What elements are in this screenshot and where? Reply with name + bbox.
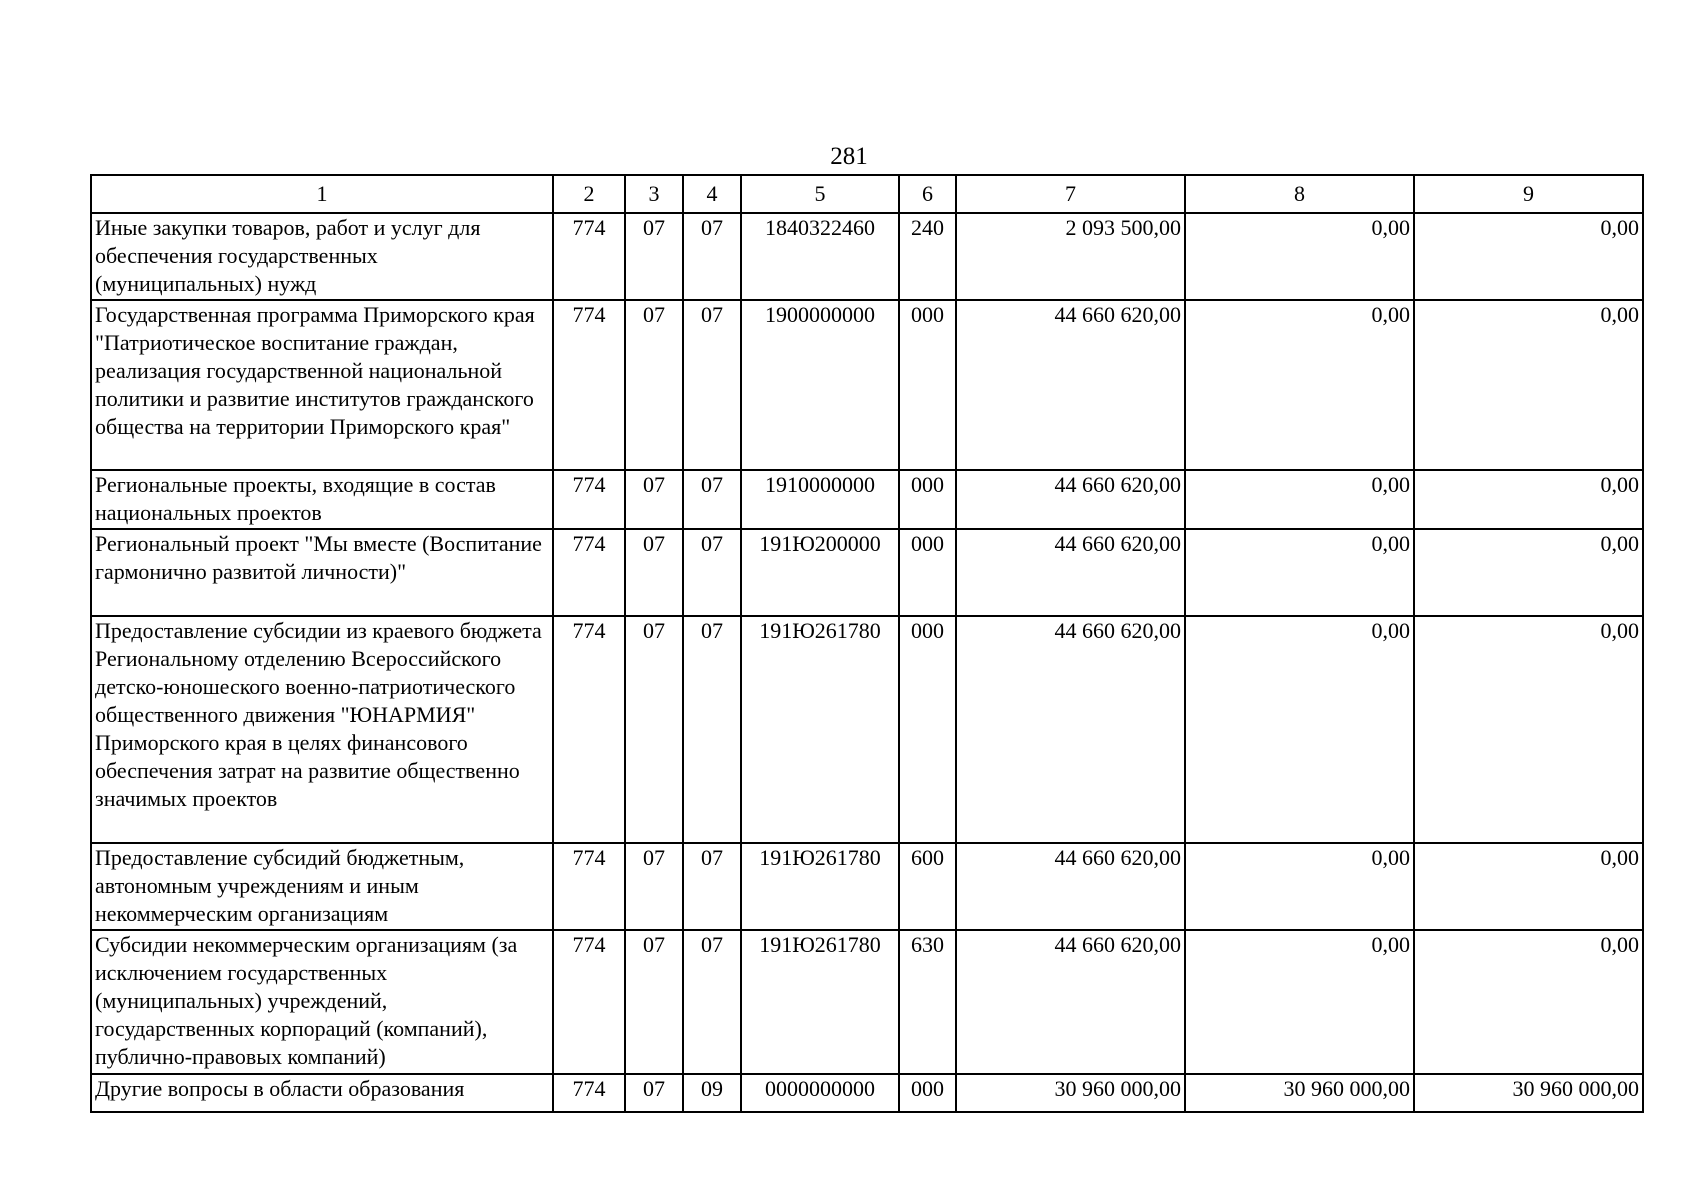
column-header: 7 — [956, 175, 1185, 213]
target-article-code: 1900000000 — [741, 300, 899, 470]
amount-col7: 2 093 500,00 — [956, 213, 1185, 300]
amount-col8: 0,00 — [1185, 616, 1414, 843]
amount-col7: 44 660 620,00 — [956, 529, 1185, 616]
row-name: Другие вопросы в области образования — [91, 1074, 553, 1112]
amount-col9: 0,00 — [1414, 300, 1643, 470]
target-article-code: 191Ю200000 — [741, 529, 899, 616]
subsection-code: 07 — [683, 930, 741, 1074]
table-row — [91, 616, 1643, 843]
ministry-code: 774 — [553, 616, 625, 843]
subsection-code: 07 — [683, 843, 741, 930]
table-row — [91, 1074, 1643, 1112]
page-number: 281 — [830, 143, 868, 170]
section-code: 07 — [625, 213, 683, 300]
column-header: 3 — [625, 175, 683, 213]
column-header: 5 — [741, 175, 899, 213]
amount-col9: 0,00 — [1414, 930, 1643, 1074]
column-header: 6 — [899, 175, 956, 213]
amount-col8: 0,00 — [1185, 470, 1414, 529]
column-header: 8 — [1185, 175, 1414, 213]
amount-col7: 44 660 620,00 — [956, 616, 1185, 843]
column-header: 9 — [1414, 175, 1643, 213]
row-name: Региональные проекты, входящие в состав национальных проектов — [91, 470, 553, 529]
table-row — [91, 843, 1643, 930]
section-code: 07 — [625, 930, 683, 1074]
row-name: Региональный проект "Мы вместе (Воспитание гармонично развитой личности)" — [91, 529, 553, 616]
target-article-code: 191Ю261780 — [741, 616, 899, 843]
amount-col7: 30 960 000,00 — [956, 1074, 1185, 1112]
expense-type-code: 000 — [899, 300, 956, 470]
table-row — [91, 213, 1643, 300]
section-code: 07 — [625, 843, 683, 930]
ministry-code: 774 — [553, 930, 625, 1074]
target-article-code: 1840322460 — [741, 213, 899, 300]
column-number-row — [91, 175, 1643, 213]
amount-col7: 44 660 620,00 — [956, 930, 1185, 1074]
subsection-code: 07 — [683, 213, 741, 300]
expense-type-code: 000 — [899, 616, 956, 843]
column-header: 4 — [683, 175, 741, 213]
row-name: Предоставление субсидии из краевого бюджета Региональному отделению Всероссийского детско-юношеского военно-патриотического общественного движения "ЮНАРМИЯ" Приморского края в целях финансового обеспечения затрат на развитие общественно значимых проектов — [91, 616, 553, 843]
amount-col9: 0,00 — [1414, 529, 1643, 616]
section-code: 07 — [625, 616, 683, 843]
row-name: Иные закупки товаров, работ и услуг для обеспечения государственных (муниципальных) нужд — [91, 213, 553, 300]
subsection-code: 07 — [683, 300, 741, 470]
expense-type-code: 600 — [899, 843, 956, 930]
section-code: 07 — [625, 300, 683, 470]
amount-col7: 44 660 620,00 — [956, 300, 1185, 470]
amount-col9: 0,00 — [1414, 213, 1643, 300]
section-code: 07 — [625, 529, 683, 616]
ministry-code: 774 — [553, 470, 625, 529]
amount-col9: 0,00 — [1414, 470, 1643, 529]
section-code: 07 — [625, 470, 683, 529]
expense-type-code: 000 — [899, 1074, 956, 1112]
ministry-code: 774 — [553, 300, 625, 470]
amount-col7: 44 660 620,00 — [956, 843, 1185, 930]
target-article-code: 191Ю261780 — [741, 930, 899, 1074]
ministry-code: 774 — [553, 843, 625, 930]
target-article-code: 191Ю261780 — [741, 843, 899, 930]
table-row — [91, 300, 1643, 470]
ministry-code: 774 — [553, 1074, 625, 1112]
table-row — [91, 529, 1643, 616]
amount-col8: 30 960 000,00 — [1185, 1074, 1414, 1112]
subsection-code: 07 — [683, 616, 741, 843]
expense-type-code: 000 — [899, 470, 956, 529]
section-code: 07 — [625, 1074, 683, 1112]
row-name: Предоставление субсидий бюджетным, автономным учреждениям и иным некоммерческим организациям — [91, 843, 553, 930]
subsection-code: 09 — [683, 1074, 741, 1112]
subsection-code: 07 — [683, 529, 741, 616]
column-header: 1 — [91, 175, 553, 213]
amount-col8: 0,00 — [1185, 529, 1414, 616]
target-article-code: 0000000000 — [741, 1074, 899, 1112]
ministry-code: 774 — [553, 213, 625, 300]
expense-type-code: 630 — [899, 930, 956, 1074]
amount-col7: 44 660 620,00 — [956, 470, 1185, 529]
amount-col9: 0,00 — [1414, 616, 1643, 843]
amount-col9: 30 960 000,00 — [1414, 1074, 1643, 1112]
row-name: Государственная программа Приморского края "Патриотическое воспитание граждан, реализация государственной национальной политики и развитие институтов гражданского общества на территории Приморского края" — [91, 300, 553, 470]
amount-col8: 0,00 — [1185, 300, 1414, 470]
column-header: 2 — [553, 175, 625, 213]
amount-col8: 0,00 — [1185, 930, 1414, 1074]
expense-type-code: 240 — [899, 213, 956, 300]
amount-col8: 0,00 — [1185, 843, 1414, 930]
expense-type-code: 000 — [899, 529, 956, 616]
subsection-code: 07 — [683, 470, 741, 529]
target-article-code: 1910000000 — [741, 470, 899, 529]
row-name: Субсидии некоммерческим организациям (за исключением государственных (муниципальных) учреждений, государственных корпораций (компаний), публично-правовых компаний) — [91, 930, 553, 1074]
amount-col8: 0,00 — [1185, 213, 1414, 300]
table-row — [91, 930, 1643, 1074]
amount-col9: 0,00 — [1414, 843, 1643, 930]
ministry-code: 774 — [553, 529, 625, 616]
budget-table — [90, 174, 1644, 1113]
table-row — [91, 470, 1643, 529]
